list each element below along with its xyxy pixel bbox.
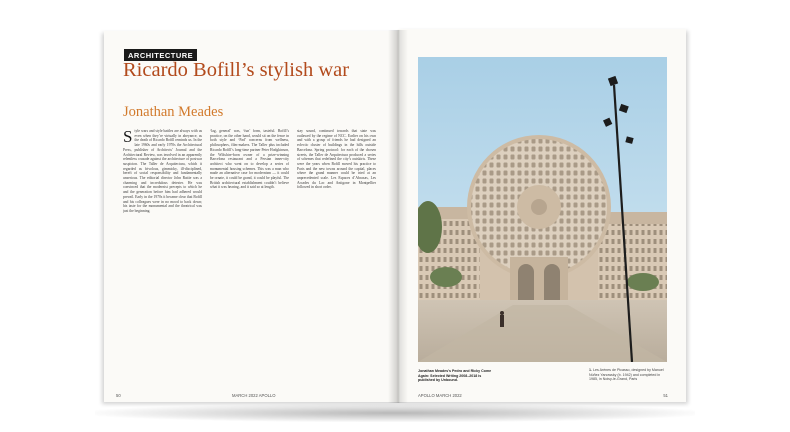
book-credit: Jonathan Meades’s Pedro and Ricky Come Again: Selected Writing 2008–2018 is published by Unbound. bbox=[418, 369, 492, 382]
caption-number: 1. bbox=[589, 368, 592, 372]
left-page-number: 50 bbox=[116, 393, 121, 398]
left-folio-text: MARCH 2022 APOLLO bbox=[232, 393, 276, 398]
article-column-1 bbox=[123, 129, 202, 391]
building-photo bbox=[418, 57, 667, 362]
article-column-2: ‘lag, general’ was, ‘fun’ form, tasteful. Bofill’s practice, on the other hand, would sit on the fence in both style and ‘Pad’ concerns from wellness, philosophers, film-makers. The Taller plus included Ricardo Bofill’s long-time partner Peter Hodgkinson, the Wiltshire-born owner of a prize-winning Barcelona restaurant and a Persian inner-city architect who went on to develop a series of monumental housing schemes. This was a man who made an alternative case for modernism — it could be ornate, it could be grand, it could be playful. The British architectural establishment couldn’t believe what it was hearing, and it said so at length. bbox=[210, 129, 289, 190]
magazine-shadow bbox=[95, 404, 695, 422]
article-column-3: stay sound, continued towards that state was outlawed by the regime of NCC. Earlier on his own and with a group of friends he had designed an eclectic cluster of buildings in the hills outside Barcelona. Spring protocol: for each of the chosen streets, the Taller de Arquitectura produced a series of schemes that redefined the city’s outskirts. These were the years when Bofill moved his practice to Paris and the new towns around the capital, places where the grand manner could be tried at an unprecedented scale. Les Espaces d’Abraxas, Les Arcades du Lac and Antigone in Montpellier followed in short order. bbox=[297, 129, 376, 190]
article-headline: Ricardo Bofill’s stylish war bbox=[123, 59, 350, 81]
section-tag: ARCHITECTURE bbox=[124, 49, 197, 61]
article-byline: Jonathan Meades bbox=[123, 104, 224, 120]
column-1-text: tyle wars and style battles are always with us even when they’re virtually in abeyance, as the death of Ricardo Bofill reminds us. In the late 1960s and early 1970s the Architectural Press, publisher of Architects’ Journal and the Architectural Review, was involved in an apparently relentless crusade against the architecture of postwar suspicion. The Taller de Arquitectura, which it regarded as frivolous, gimmicky, ill-disciplined, bereft of social responsibility and fundamentally unserious. The editorial director John Rattie was a charming and incredulous detester. He was convinced that the modernist precepts to which he and the generation before him had adhered would prevail. Early in the 1970s it became clear that Bofill and his colleagues were in no mood to back down; his taste for the monumental and the theatrical was just the beginning. bbox=[123, 129, 202, 213]
caption-text: Les Arènes de Picasso, designed by Manuel Núñez Yanowsky (b. 1942) and completed in 1985, in Noisy-le-Grand, Paris bbox=[589, 368, 664, 381]
photo-illustration bbox=[418, 57, 667, 362]
right-folio-text: APOLLO MARCH 2022 bbox=[418, 393, 462, 398]
drop-cap: S bbox=[123, 129, 133, 146]
right-page-number: 51 bbox=[663, 393, 668, 398]
photo-caption bbox=[589, 368, 669, 382]
